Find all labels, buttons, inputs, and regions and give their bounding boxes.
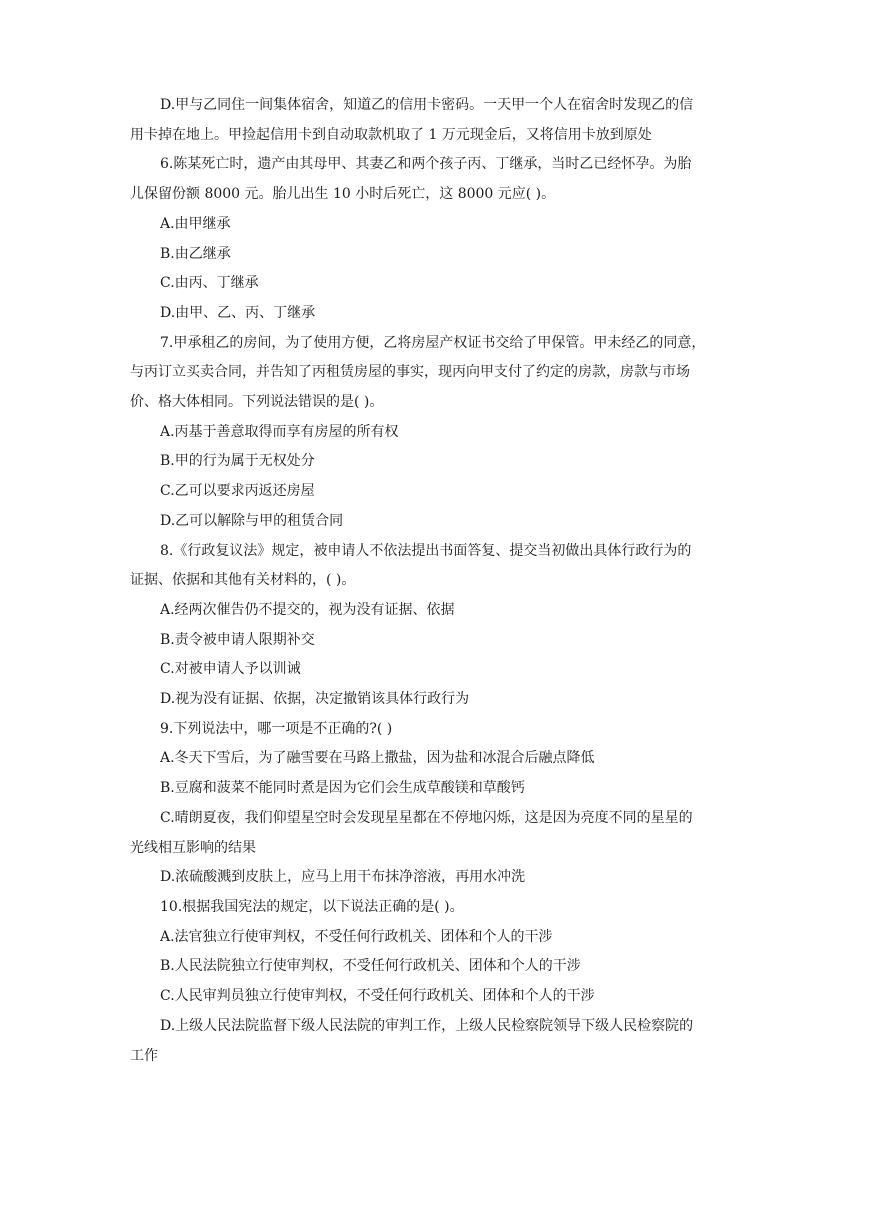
text-line: 工作 bbox=[130, 1047, 158, 1064]
option-c: C.晴朗夏夜，我们仰望星空时会发现星星都在不停地闪烁，这是因为亮度不同的星星的 bbox=[160, 809, 693, 826]
option-c: C.由丙、丁继承 bbox=[160, 275, 259, 292]
text-line: 与丙订立买卖合同，并告知了丙租赁房屋的事实，现丙向甲支付了约定的房款，房款与市场 bbox=[130, 364, 690, 381]
option-d: D.浓硫酸溅到皮肤上，应马上用干布抹净溶液，再用水冲洗 bbox=[160, 869, 526, 886]
question-8: 8.《行政复议法》规定，被申请人不依法提出书面答复、提交当初做出具体行政行为的 bbox=[160, 542, 692, 559]
option-a: A.冬天下雪后，为了融雪要在马路上撒盐，因为盐和冰混合后融点降低 bbox=[160, 750, 595, 767]
text-line: 用卡掉在地上。甲捡起信用卡到自动取款机取了 1 万元现金后，又将信用卡放到原处 bbox=[130, 126, 652, 143]
text-line: 证据、依据和其他有关材料的，( )。 bbox=[130, 572, 356, 589]
option-d: D.视为没有证据、依据，决定撤销该具体行政行为 bbox=[160, 691, 470, 708]
question-10: 10.根据我国宪法的规定，以下说法正确的是( )。 bbox=[160, 898, 464, 915]
option-c: C.乙可以要求丙返还房屋 bbox=[160, 483, 315, 500]
question-7: 7.甲承租乙的房间，为了使用方便，乙将房屋产权证书交给了甲保管。甲未经乙的同意， bbox=[160, 334, 706, 351]
text-line: 儿保留份额 8000 元。胎儿出生 10 小时后死亡，这 8000 元应( )。 bbox=[130, 186, 556, 203]
option-d: D.乙可以解除与甲的租赁合同 bbox=[160, 512, 344, 529]
option-b: B.由乙继承 bbox=[160, 245, 231, 262]
text-line: 价、格大体相同。下列说法错误的是( )。 bbox=[130, 394, 384, 411]
option-d: D.上级人民法院监督下级人民法院的审判工作，上级人民检察院领导下级人民检察院的 bbox=[160, 1017, 694, 1034]
option-b: B.豆腐和菠菜不能同时煮是因为它们会生成草酸镁和草酸钙 bbox=[160, 780, 525, 797]
option-a: A.法官独立行使审判权，不受任何行政机关、团体和个人的干涉 bbox=[160, 928, 553, 945]
option-a: A.丙基于善意取得而享有房屋的所有权 bbox=[160, 423, 399, 440]
option-b: B.人民法院独立行使审判权，不受任何行政机关、团体和个人的干涉 bbox=[160, 958, 581, 975]
option-b: B.责令被申请人限期补交 bbox=[160, 631, 315, 648]
option-a: A.由甲继承 bbox=[160, 215, 231, 232]
option-c: C.人民审判员独立行使审判权，不受任何行政机关、团体和个人的干涉 bbox=[160, 988, 595, 1005]
question-6: 6.陈某死亡时，遗产由其母甲、其妻乙和两个孩子丙、丁继承，当时乙已经怀孕。为胎 bbox=[160, 156, 692, 173]
option-d: D.由甲、乙、丙、丁继承 bbox=[160, 304, 316, 321]
text-line: 光线相互影响的结果 bbox=[130, 839, 256, 856]
question-9: 9.下列说法中，哪一项是不正确的?( ) bbox=[160, 720, 393, 737]
option-a: A.经两次催告仍不提交的，视为没有证据、依据 bbox=[160, 601, 455, 618]
option-c: C.对被申请人予以训诫 bbox=[160, 661, 301, 678]
text-line: D.甲与乙同住一间集体宿舍，知道乙的信用卡密码。一天甲一个人在宿舍时发现乙的信 bbox=[160, 97, 694, 113]
option-b: B.甲的行为属于无权处分 bbox=[160, 453, 315, 470]
